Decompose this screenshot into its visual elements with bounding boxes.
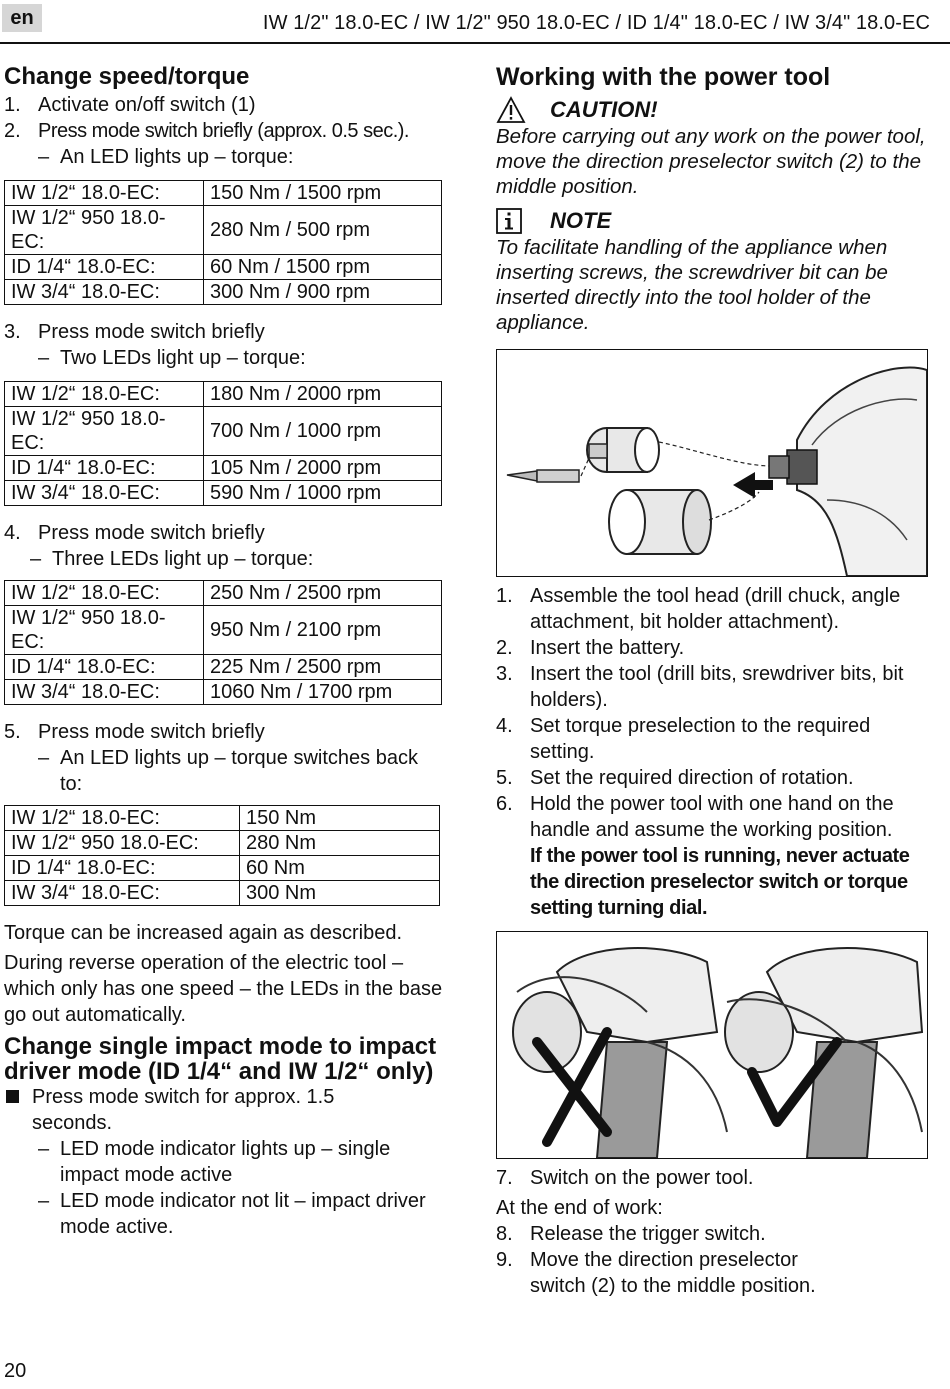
square-bullet-icon: [4, 1084, 32, 1136]
led-note-2: – Two LEDs light up – torque:: [38, 347, 306, 369]
list-item: 1. Assemble the tool head (drill chuck, angle attachment, bit holder attachment).: [496, 585, 901, 633]
table-row: IW 3/4“ 18.0-EC: 300 Nm / 900 rpm: [5, 280, 442, 305]
right-column: [496, 62, 932, 1299]
note-text: To facilitate handling of the appliance when inserting screws, the screwdriver bit can be inserted directly into the tool holder of the appliance.: [496, 236, 888, 334]
step-4: 4. Press mode switch briefly: [4, 522, 265, 544]
table-row: IW 1/2“ 950 18.0-EC: 280 Nm / 500 rpm: [5, 206, 442, 255]
note-label: NOTE: [550, 208, 612, 233]
table-row: IW 1/2“ 950 18.0-EC: 280 Nm: [5, 831, 440, 856]
table-row: IW 3/4“ 18.0-EC: 1060 Nm / 1700 rpm: [5, 680, 442, 705]
torque-table-3: [4, 580, 442, 705]
info-icon: [496, 208, 524, 234]
bullet-press-mode-switch: Press mode switch for approx. 1.5 seconds.: [4, 1084, 444, 1136]
running-warning: If the power tool is running, never actuate the direction preselector switch or torque setting turning dial.: [530, 845, 910, 919]
list-item: 5. Set the required direction of rotation.: [496, 767, 854, 789]
figure-tool-assembly: [496, 349, 928, 577]
caution-label: CAUTION!: [550, 97, 658, 122]
paragraph-reverse-operation: During reverse operation of the electric tool – which only has one speed – the LEDs in the base go out automatically.: [4, 952, 443, 1026]
torque-table-2: [4, 381, 442, 506]
grip-comparison-illustration: [497, 932, 927, 1158]
table-row: ID 1/4“ 18.0-EC: 225 Nm / 2500 rpm: [5, 655, 442, 680]
table-row: IW 1/2“ 950 18.0-EC: 950 Nm / 2100 rpm: [5, 606, 442, 655]
step-2: 2. Press mode switch briefly (approx. 0.5 sec.).: [4, 120, 409, 142]
note-header: [496, 207, 932, 235]
step-8: 8. Release the trigger switch.: [496, 1223, 766, 1245]
list-item: [496, 843, 932, 921]
language-badge: en: [2, 4, 42, 32]
table-row: IW 3/4“ 18.0-EC: 590 Nm / 1000 rpm: [5, 481, 442, 506]
led-note-3: – Three LEDs light up – torque:: [30, 548, 314, 570]
step-5: 5. Press mode switch briefly: [4, 721, 265, 743]
table-row: IW 1/2“ 950 18.0-EC: 700 Nm / 1000 rpm: [5, 407, 442, 456]
section-title-working: Working with the power tool: [496, 63, 831, 91]
torque-table-4: [4, 805, 440, 906]
list-item: 2. Insert the battery.: [496, 637, 685, 659]
caution-text: Before carrying out any work on the power tool, move the direction preselector switch (2) to the middle position.: [496, 125, 926, 198]
table-row: IW 1/2“ 18.0-EC: 180 Nm / 2000 rpm: [5, 382, 442, 407]
page-number: 20: [4, 1360, 27, 1382]
torque-table-1: [4, 180, 442, 305]
caution-header: [496, 96, 932, 124]
document-title: IW 1/2" 18.0-EC / IW 1/2" 950 18.0-EC / ID 1/4" 18.0-EC / IW 3/4" 18.0-EC: [262, 12, 930, 34]
left-column: [4, 62, 444, 1240]
table-row: IW 1/2“ 18.0-EC: 150 Nm / 1500 rpm: [5, 181, 442, 206]
header-divider: [0, 42, 950, 44]
end-of-work-label: At the end of work:: [496, 1197, 663, 1219]
table-row: ID 1/4“ 18.0-EC: 60 Nm / 1500 rpm: [5, 255, 442, 280]
table-row: ID 1/4“ 18.0-EC: 60 Nm: [5, 856, 440, 881]
step-7: 7. Switch on the power tool.: [496, 1167, 754, 1189]
table-row: IW 1/2“ 18.0-EC: 150 Nm: [5, 806, 440, 831]
list-item: 4. Set torque preselection to the required setting.: [496, 715, 871, 763]
section-title-impact-mode: Change single impact mode to impact driver mode (ID 1/4“ and IW 1/2“ only): [4, 1033, 437, 1085]
figure-grip-comparison: [496, 931, 928, 1159]
tool-assembly-illustration: [497, 350, 927, 576]
led-note-4: – An LED lights up – torque switches back to:: [38, 747, 418, 795]
step-3: 3. Press mode switch briefly: [4, 321, 265, 343]
led-note-1: – An LED lights up – torque:: [38, 146, 294, 168]
table-row: IW 3/4“ 18.0-EC: 300 Nm: [5, 881, 440, 906]
table-row: IW 1/2“ 18.0-EC: 250 Nm / 2500 rpm: [5, 581, 442, 606]
warning-triangle-icon: [496, 96, 526, 124]
step-9: 9. Move the direction preselector switch (2) to the middle position.: [496, 1249, 816, 1297]
mode-note-1: – LED mode indicator lights up – single impact mode active: [38, 1138, 391, 1186]
mode-note-2: – LED mode indicator not lit – impact driver mode active.: [38, 1190, 426, 1238]
table-row: ID 1/4“ 18.0-EC: 105 Nm / 2000 rpm: [5, 456, 442, 481]
section-title-speed-torque: Change speed/torque: [4, 63, 250, 90]
working-steps-list: [496, 583, 932, 921]
list-item: 6. Hold the power tool with one hand on the handle and assume the working position.: [496, 793, 894, 841]
list-item: 3. Insert the tool (drill bits, srewdriver bits, bit holders).: [496, 663, 904, 711]
step-1: 1. Activate on/off switch (1): [4, 94, 256, 116]
paragraph-torque-increase: Torque can be increased again as described.: [4, 922, 403, 944]
